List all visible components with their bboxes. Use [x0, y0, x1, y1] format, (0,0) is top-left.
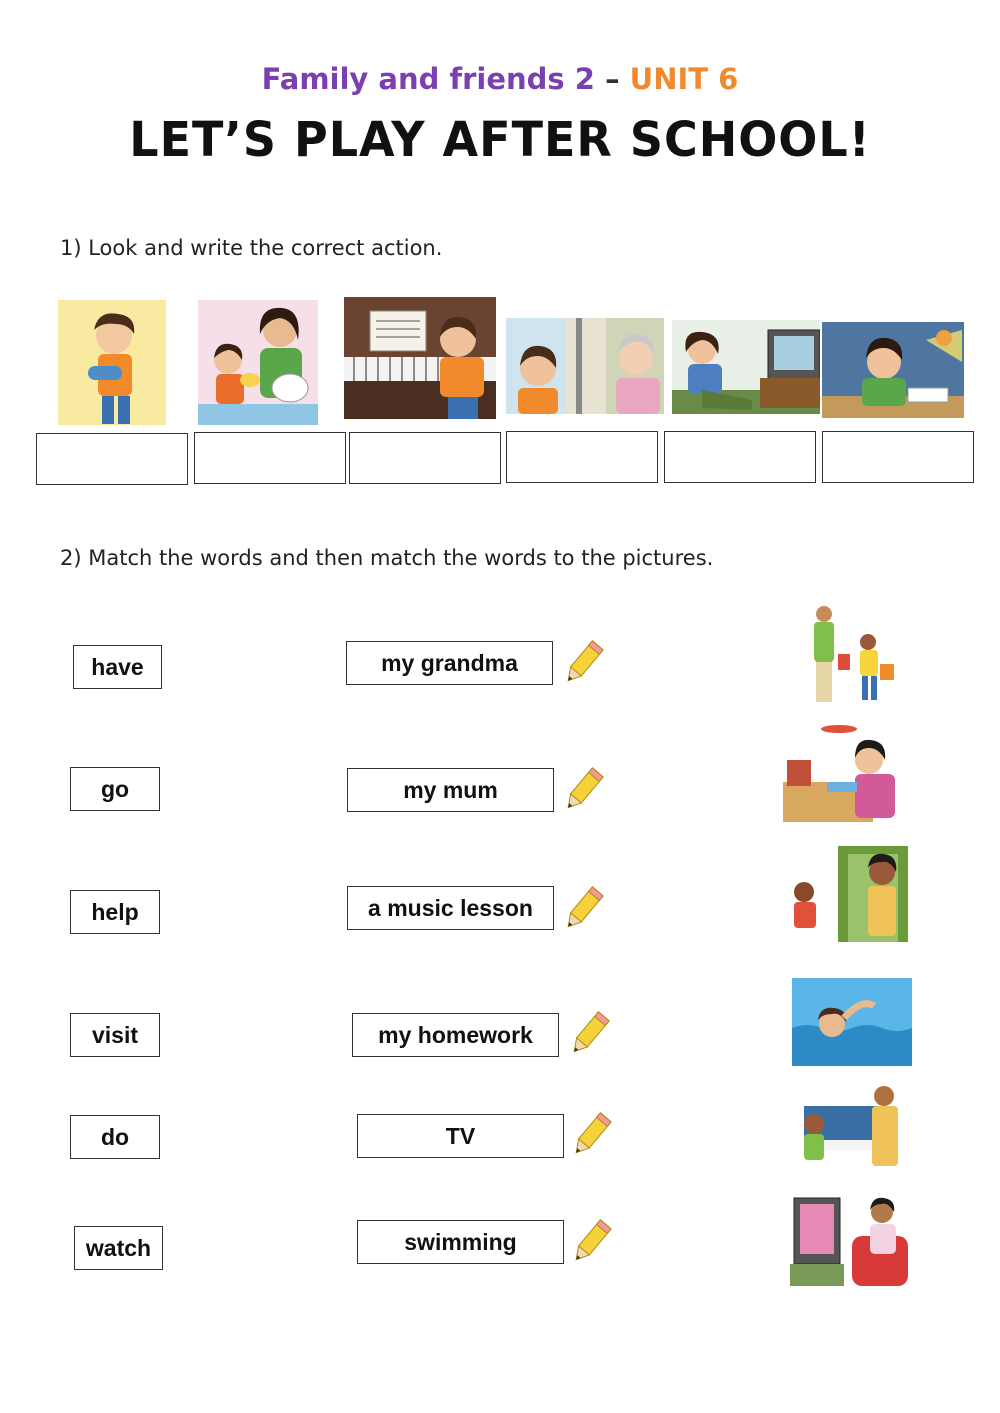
- word-my-homework[interactable]: my homework: [352, 1013, 559, 1057]
- word-do[interactable]: do: [70, 1115, 160, 1159]
- picture-boy-with-towel: [58, 300, 166, 425]
- match-picture-swimming[interactable]: [792, 978, 912, 1066]
- word-help[interactable]: help: [70, 890, 160, 934]
- worksheet-title: LET’S PLAY AFTER SCHOOL!: [129, 110, 871, 168]
- answer-box-5[interactable]: [664, 431, 816, 483]
- word-tv[interactable]: TV: [357, 1114, 564, 1158]
- exercise2-instruction: 2) Match the words and then match the words to the pictures.: [60, 546, 714, 570]
- word-my-mum[interactable]: my mum: [347, 768, 554, 812]
- subtitle-separator: –: [594, 62, 630, 96]
- word-a-music-lesson[interactable]: a music lesson: [347, 886, 554, 930]
- worksheet-subtitle: [0, 62, 1000, 96]
- picture-do-homework: [822, 322, 964, 418]
- answer-box-1[interactable]: [36, 433, 188, 485]
- pencil-icon[interactable]: [566, 1110, 616, 1160]
- word-my-grandma[interactable]: my grandma: [346, 641, 553, 685]
- subtitle-book: Family and friends 2: [261, 62, 595, 96]
- word-visit[interactable]: visit: [70, 1013, 160, 1057]
- exercise1-instruction: 1) Look and write the correct action.: [60, 236, 443, 260]
- match-picture-homework[interactable]: [783, 724, 905, 822]
- match-picture-piano[interactable]: [784, 1080, 916, 1174]
- answer-box-3[interactable]: [349, 432, 501, 484]
- word-go[interactable]: go: [70, 767, 160, 811]
- pencil-icon[interactable]: [564, 1009, 614, 1059]
- match-picture-visit[interactable]: [790, 842, 912, 942]
- word-watch[interactable]: watch: [74, 1226, 163, 1270]
- match-picture-shopping[interactable]: [798, 604, 912, 708]
- answer-box-4[interactable]: [506, 431, 658, 483]
- picture-music-lesson: [344, 297, 496, 419]
- pencil-icon[interactable]: [558, 638, 608, 688]
- match-picture-tv[interactable]: [786, 1188, 916, 1292]
- pencil-icon[interactable]: [558, 765, 608, 815]
- pencil-icon[interactable]: [566, 1217, 616, 1267]
- subtitle-unit: UNIT 6: [629, 62, 739, 96]
- picture-watch-tv: [672, 320, 820, 414]
- picture-visit-grandma: [506, 318, 664, 414]
- word-swimming[interactable]: swimming: [357, 1220, 564, 1264]
- answer-box-2[interactable]: [194, 432, 346, 484]
- picture-helping-mum: [198, 300, 318, 425]
- word-have[interactable]: have: [73, 645, 162, 689]
- answer-box-6[interactable]: [822, 431, 974, 483]
- pencil-icon[interactable]: [558, 884, 608, 934]
